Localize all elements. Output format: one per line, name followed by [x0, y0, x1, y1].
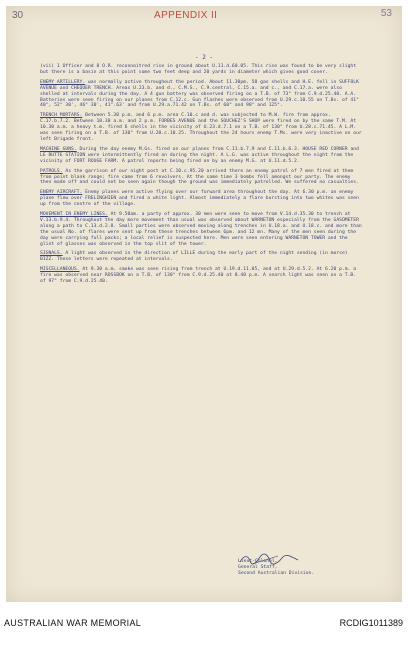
paragraph-heading: ENEMY ARTILLERY.: [40, 79, 86, 85]
archive-footer: [0, 604, 409, 654]
report-paragraph: [40, 212, 365, 247]
report-body: [40, 64, 365, 289]
signature-rank: Lieut-Colonel,: [238, 559, 278, 564]
appendix-title: APPENDIX II: [154, 10, 218, 21]
signature-role: General Staff,: [238, 565, 278, 570]
paragraph-heading: MOVEMENT IN ENEMY LINES.: [40, 212, 108, 218]
paragraph-text: Between 5.30 p.m. and 6 p.m. area C.10.c and d. was subjected to M.W. fire from approx. C.17.b.7.2. Between 10.30 a.m. and 2 p.m. FORBES AVENUE and the SOUCHEZ'S SHOP were fired on by the same T.M. At 10.30 a.m. a heavy t.m. fired 6 shells in the vicinity of U.23.d.7.1 on a T.B. of 130° from U.28.c.71.45. A L.M. was seen firing on a T.B. of 130° from U.20.c.10.25. Throughout the 24 hours enemy T.Ms. were very inactive on our left Brigade front.: [40, 113, 365, 142]
signature-block: [238, 559, 314, 577]
report-paragraph: [40, 190, 362, 208]
paragraph-heading: SIGNALS.: [40, 251, 63, 257]
document-page: [6, 6, 402, 602]
paragraph-text: was normally active throughout the period. About 11.30pm. 50 gas shells and H.E. fell in SUFFOLK AVENUE and CHEQUER TRENCH. Areas U.23.b. and d., C.M.S., C.9.central, C.15.a. and c., and C.17.a. were also shelled at intervals during the day. A 4 gun battery was observed firing on a T.B. of 73° from C.9.d.25.40. A.A. Batteries were seen firing on our planes from C.12.c. Gun flashes were observed from U.29.c.10.55 on T.Bs. of 41° 40°, 52° 30', 46° 30', 41°.63' and from U.29.a.71.42 on T.Bs. of 60° and 90° and 125°.: [40, 79, 362, 109]
paragraph-text: As the garrison of our night post at C.10.c.95.20 arrived there an enemy patrol of 7 men fired at them from point blank range; fire came from 6 revolvers. At the same time 3 bombs fell amongst our party. The enemy then made off and could not be seen again though the ground was immediately patrolled. We suffered no casualties.: [40, 168, 359, 186]
paragraph-text: During the day enemy M.Gs. fired on our planes from C.11.b.7.9 and C.11.b.6.3. HOUSE RED CORNER and LE BUTTE STATION were intermittently fired on during the night. A L.G. was active throughout the night from the vicinity of FORT ROUGE FARM. A patrol reports being fired on by an enemy M.G. at U.11.d.5.2.: [40, 146, 362, 164]
paragraph-heading: MISCELLANEOUS.: [40, 267, 80, 273]
paragraph-heading: PATROLS.: [40, 168, 63, 174]
report-paragraph: [40, 113, 365, 143]
report-paragraph: [40, 64, 362, 76]
report-paragraph: [40, 147, 362, 165]
paragraph-heading: MACHINE GUNS.: [40, 146, 77, 152]
report-paragraph: [40, 267, 362, 285]
paragraph-text: At 9.30 a.m. smoke was seen rising from trench at U.19.d.11.05, and at U.29.d.5.2. At 6.20 p.m. a fire was observed near ROSSBOK on a T.B. of 130° from C.9.d.25.40 at 8.40 p.m. A search light was seen on a T.B. of 97° from C.9.d.25.40.: [40, 267, 359, 285]
archive-reference: RCDIG1011389: [339, 618, 403, 628]
page-number: - 2 -: [194, 54, 214, 61]
paragraph-heading: TRENCH MORTARS.: [40, 113, 83, 119]
paragraph-text: At 9.50am. a party of approx. 30 men were seen to move from V.14.d.35.30 to trench at V.13.b.9.4. Throughout the day more movement than usual was observed about WARNETON especially from the GASOMETER along a path to C.13.d.2.8. Small parties were observed moving along trenches in U.18.a. and U.18.c. and more than the usual No. of flares were sent up from these trenches between 6pm. and 12 mn. Many of the men seen during the day were carrying full packs; a local relief is suspected here. Men were seen entering WARNETON TOWER and the glint of glasses was observed in the top slit of the tower.: [40, 212, 365, 247]
page-stamp: 53: [380, 8, 392, 19]
paragraph-text: (vii) 1 Officer and 8 O.R. reconnoitred rise in ground about U.11.d.60.05. This rise was found to be very slight but there is a basin at this point some two feet deep and 20 yards in diameter which gives good cover.: [40, 64, 359, 75]
report-paragraph: [40, 80, 362, 110]
paragraph-heading: ENEMY AIRCRAFT.: [40, 190, 83, 196]
folio-number: 30: [12, 10, 24, 21]
report-paragraph: [40, 251, 362, 263]
report-paragraph: [40, 169, 362, 187]
paragraph-text: A light was observed in the direction of LILLE during the early part of the night sending (in morse) BIZZ. These letters were repeated at intervals.: [40, 251, 351, 263]
signature-division: Second Australian Division.: [238, 571, 315, 576]
paragraph-text: Enemy planes were active flying over our forward area throughout the day. At 6.30 p.m. an enemy plane flew over FRELINGHIEN and fired a white light. Almost immediately a flare bursting into two whites was seen up from the centre of the village.: [40, 190, 362, 208]
archive-institution: AUSTRALIAN WAR MEMORIAL: [4, 618, 142, 628]
